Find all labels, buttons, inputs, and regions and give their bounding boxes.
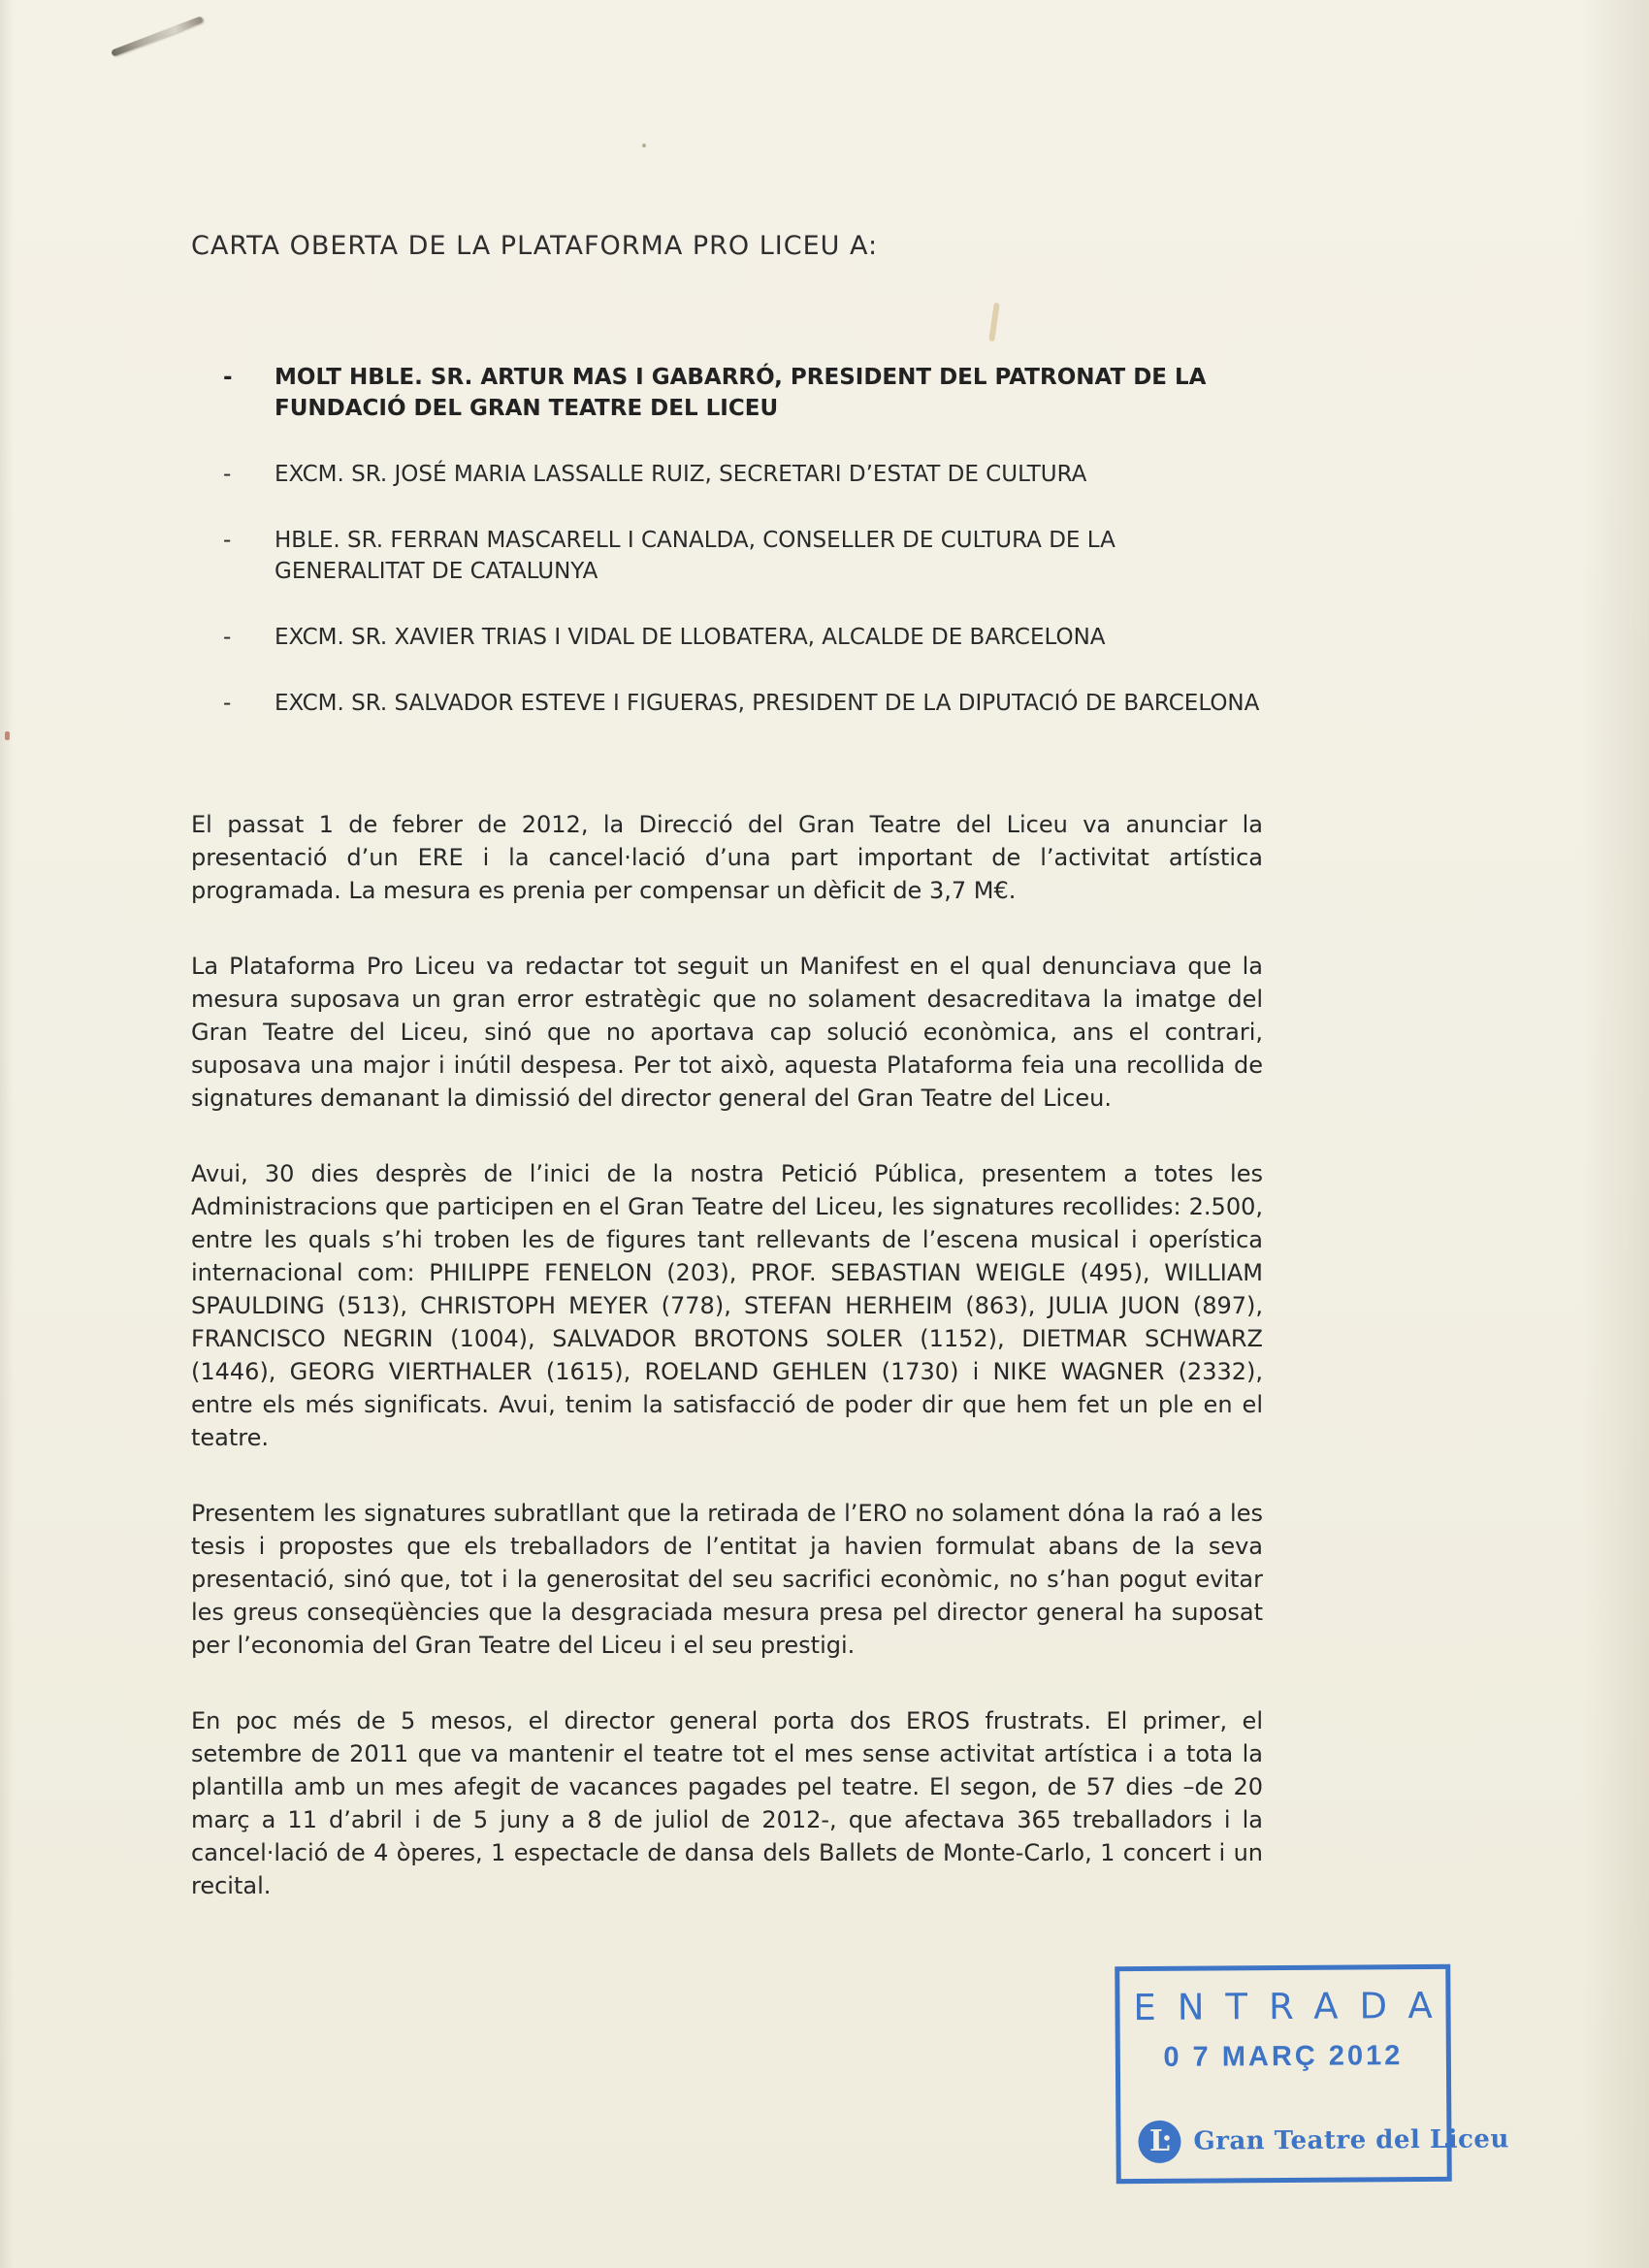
- paragraph-two-eros: En poc més de 5 mesos, el director general porta dos EROS frustrats. El primer, el setembre de 2011 que va mantenir el teatre tot el mes sense activitat artística i a tota la plantilla amb un mes afegit de vacances pagades pel teatre. El segon, de 57 dies –de 20 març a 11 d’abril i de 5 juny a 8 de juliol de 2012-, que afectava 365 treballadors i la cancel·lació de 4 òperes, 1 espectacle de dansa dels Ballets de Monte-Carlo, 1 concert i un recital.: [191, 1707, 1263, 1899]
- recipient-item: [191, 362, 1263, 424]
- entry-stamp: [1115, 1964, 1509, 2184]
- paragraph-ere-announcement: El passat 1 de febrer de 2012, la Direcció del Gran Teatre del Liceu va anunciar la presentació d’un ERE i la cancel·lació d’una part important de l’activitat artística programada. La mesura es prenia per compensar un dèficit de 3,7 M€.: [191, 811, 1263, 904]
- recipient-item: [191, 688, 1263, 719]
- paper-blemish: [5, 731, 10, 740]
- liceu-logo-icon: [1138, 2121, 1180, 2163]
- recipient-text: EXCM. SR. XAVIER TRIAS I VIDAL DE LLOBATERA, ALCALDE DE BARCELONA: [275, 625, 1106, 650]
- recipient-text: EXCM. SR. JOSÉ MARIA LASSALLE RUIZ, SECRETARI D’ESTAT DE CULTURA: [275, 462, 1087, 487]
- bullet-marker: -: [223, 625, 232, 650]
- paragraph-signatures: Avui, 30 dies desprès de l’inici de la nostra Petició Pública, presentem a totes les Administracions que participen en el Gran Teatre del Liceu, les signatures recollides: 2.500, entre les quals s’hi troben les de figures tant rellevants de l’escena musical i operística internacional com: PHILIPPE FENELON (203), PROF. SEBASTIAN WEIGLE (495), WILLIAM SPAULDING (513), CHRISTOPH MEYER (778), STEFAN HERHEIM (863), JULIA JUON (897), FRANCISCO NEGRIN (1004), SALVADOR BROTONS SOLER (1152), DIETMAR SCHWARZ (1446), GEORG VIERTHALER (1615), ROELAND GEHLEN (1730) i NIKE WAGNER (2332), entre els més significats. Avui, tenim la satisfacció de poder dir que hem fet un ple en el teatre.: [191, 1160, 1263, 1451]
- stamp-footer: [1120, 2119, 1509, 2179]
- stamp-organization: Gran Teatre del Liceu: [1193, 2124, 1509, 2156]
- recipient-text: HBLE. SR. FERRAN MASCARELL I CANALDA, CONSELLER DE CULTURA DE LA GENERALITAT DE CATALUNYA: [275, 528, 1116, 584]
- recipient-text: MOLT HBLE. SR. ARTUR MAS I GABARRÓ, PRESIDENT DEL PATRONAT DE LA FUNDACIÓ DEL GRAN TEATRE DEL LICEU: [275, 365, 1207, 421]
- bullet-marker: -: [223, 691, 232, 716]
- recipient-item: [191, 459, 1263, 490]
- paragraph-ero-withdrawal: Presentem les signatures subratllant que la retirada de l’ERO no solament dóna la raó a les tesis i propostes que els treballadors de l’entitat ja havien formulat abans de la seva presentació, sinó que, tot i la generositat del seu sacrifici econòmic, no s’han pogut evitar les greus conseqüències que la desgraciada mesura presa pel director general ha suposat per l’economia del Gran Teatre del Liceu i el seu prestigi.: [191, 1500, 1263, 1659]
- bullet-marker: -: [223, 462, 232, 487]
- recipient-text: EXCM. SR. SALVADOR ESTEVE I FIGUERAS, PRESIDENT DE LA DIPUTACIÓ DE BARCELONA: [275, 691, 1260, 716]
- paragraph-manifest: La Plataforma Pro Liceu va redactar tot seguit un Manifest en el qual denunciava que la mesura suposava un gran error estratègic que no solament desacreditava la imatge del Gran Teatre del Liceu, sinó que no aportava cap solució econòmica, ans el contrari, suposava una major i inútil despesa. Per tot això, aquesta Plataforma feia una recollida de signatures demanant la dimissió del director general del Gran Teatre del Liceu.: [191, 953, 1263, 1112]
- paper-blemish: [642, 144, 646, 147]
- stamp-title: ENTRADA: [1133, 1984, 1454, 2029]
- liceu-logo-glyph: Ŀ: [1148, 2123, 1171, 2158]
- staple: [111, 16, 204, 56]
- recipient-item: [191, 622, 1263, 653]
- letter-content: [191, 231, 1263, 1902]
- bullet-marker: -: [223, 528, 232, 553]
- bullet-marker: -: [223, 365, 233, 390]
- recipient-list: [191, 362, 1263, 719]
- stamp-date: 0 7 MARÇ 2012: [1163, 2040, 1404, 2073]
- recipient-item: [191, 525, 1263, 587]
- document-title: CARTA OBERTA DE LA PLATAFORMA PRO LICEU A:: [191, 231, 879, 261]
